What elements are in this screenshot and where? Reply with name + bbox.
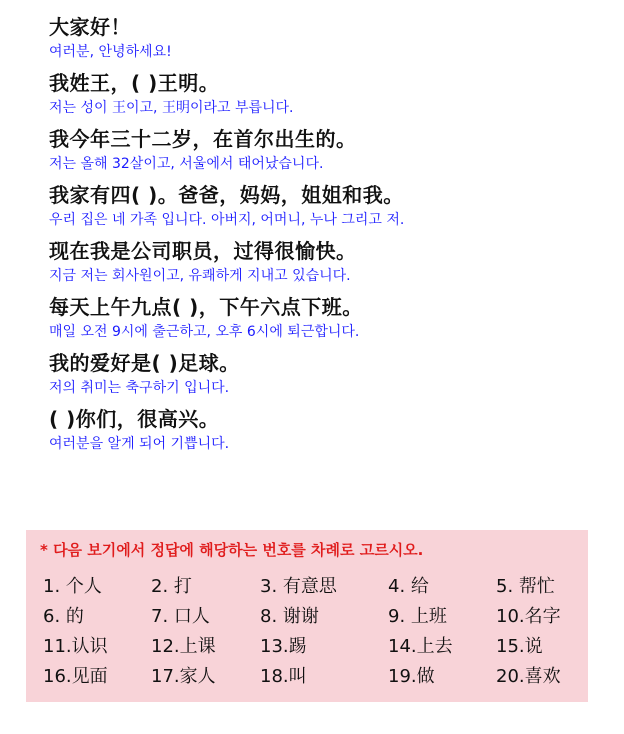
sentence-item (49, 12, 609, 68)
chinese-sentence: 我家有四( )。爸爸，妈妈，姐姐和我。 (49, 183, 404, 207)
option-item: 13.踢 (260, 636, 307, 657)
option-item: 9. 上班 (388, 606, 447, 627)
option-item: 7. 口人 (151, 606, 210, 627)
quiz-instruction: * 다음 보기에서 정답에 해당하는 번호를 차례로 고르시오. (40, 541, 424, 559)
korean-translation: 우리 집은 네 가족 입니다. 아버지, 어머니, 누나 그리고 저. (49, 212, 405, 228)
option-item: 10.名字 (496, 606, 561, 627)
korean-translation: 매일 오전 9시에 출근하고, 오후 6시에 퇴근합니다. (49, 324, 360, 340)
option-item: 15.说 (496, 636, 543, 657)
option-item: 3. 有意思 (260, 576, 337, 597)
chinese-sentence: 大家好！ (49, 15, 131, 39)
option-item: 20.喜欢 (496, 666, 561, 687)
option-item: 5. 帮忙 (496, 576, 555, 597)
answer-choices-box (26, 530, 588, 702)
sentence-item (49, 292, 609, 348)
chinese-sentence: 我的爱好是( )足球。 (49, 351, 240, 375)
sentence-list (49, 12, 609, 460)
sentence-item (49, 348, 609, 404)
option-item: 14.上去 (388, 636, 453, 657)
sentence-item (49, 180, 609, 236)
chinese-sentence: 现在我是公司职员，过得很愉快。 (49, 239, 357, 263)
chinese-sentence: 每天上午九点( )，下午六点下班。 (49, 295, 363, 319)
option-item: 16.见面 (43, 666, 108, 687)
option-item: 6. 的 (43, 606, 84, 627)
option-item: 19.做 (388, 666, 435, 687)
sentence-item (49, 68, 609, 124)
korean-translation: 저는 올해 32살이고, 서울에서 태어났습니다. (49, 156, 324, 172)
option-item: 17.家人 (151, 666, 216, 687)
korean-translation: 여러분, 안녕하세요! (49, 44, 172, 60)
korean-translation: 여러분을 알게 되어 기쁩니다. (49, 436, 230, 452)
option-item: 18.叫 (260, 666, 307, 687)
korean-translation: 저는 성이 王이고, 王明이라고 부릅니다. (49, 100, 294, 116)
options-grid (43, 572, 588, 692)
option-item: 8. 谢谢 (260, 606, 319, 627)
option-item: 1. 个人 (43, 576, 102, 597)
option-item: 12.上课 (151, 636, 216, 657)
option-item: 4. 给 (388, 576, 429, 597)
sentence-item (49, 236, 609, 292)
sentence-item (49, 404, 609, 460)
korean-translation: 저의 취미는 축구하기 입니다. (49, 380, 230, 396)
sentence-item (49, 124, 609, 180)
option-item: 11.认识 (43, 636, 108, 657)
option-item: 2. 打 (151, 576, 192, 597)
chinese-sentence: 我今年三十二岁，在首尔出生的。 (49, 127, 357, 151)
chinese-sentence: 我姓王，( )王明。 (49, 71, 220, 95)
korean-translation: 지금 저는 회사원이고, 유쾌하게 지내고 있습니다. (49, 268, 351, 284)
chinese-sentence: ( )你们，很高兴。 (49, 407, 220, 431)
